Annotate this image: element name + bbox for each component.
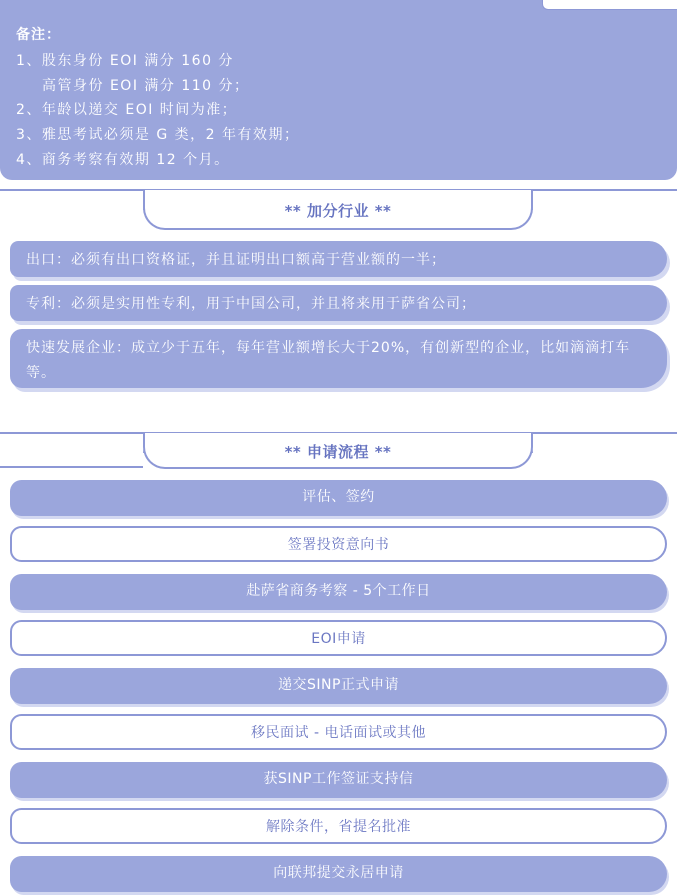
section-divider-left: [0, 466, 143, 468]
process-section-title: ** 申请流程 **: [284, 443, 392, 461]
bonus-item-export: 出口：必须有出口资格证，并且证明出口额高于营业额的一半；: [10, 241, 667, 277]
process-step: 解除条件，省提名批准: [10, 808, 667, 844]
process-step: 向联邦提交永居申请: [10, 856, 667, 892]
note-line: 4、商务考察有效期 12 个月。: [16, 152, 230, 168]
bonus-section-title: ** 加分行业 **: [284, 202, 392, 220]
process-step: 赴萨省商务考察 - 5个工作日: [10, 574, 667, 610]
note-line: 2、年龄以递交 EOI 时间为准；: [16, 102, 238, 118]
bonus-item-patent: 专利：必须是实用性专利，用于中国公司，并且将来用于萨省公司；: [10, 285, 667, 321]
note-line: 3、雅思考试必须是 G 类，2 年有效期；: [16, 127, 300, 143]
process-step: 评估、签约: [10, 480, 667, 516]
note-line: 1、股东身份 EOI 满分 160 分: [16, 53, 234, 69]
notes-panel: [0, 0, 677, 180]
process-step: EOI申请: [10, 620, 667, 656]
process-step: 移民面试 - 电话面试或其他: [10, 714, 667, 750]
notes-title: 备注：: [16, 27, 61, 43]
note-line: 高管身份 EOI 满分 110 分；: [42, 78, 250, 94]
process-step: 签署投资意向书: [10, 526, 667, 562]
bonus-item-fast-growth: 快速发展企业：成立少于五年，每年营业额增长大于20%，有创新型的企业，比如滴滴打车等。: [10, 329, 667, 388]
process-step: 获SINP工作签证支持信: [10, 762, 667, 798]
top-tab-decoration: [542, 0, 677, 10]
process-step: 递交SINP正式申请: [10, 668, 667, 704]
